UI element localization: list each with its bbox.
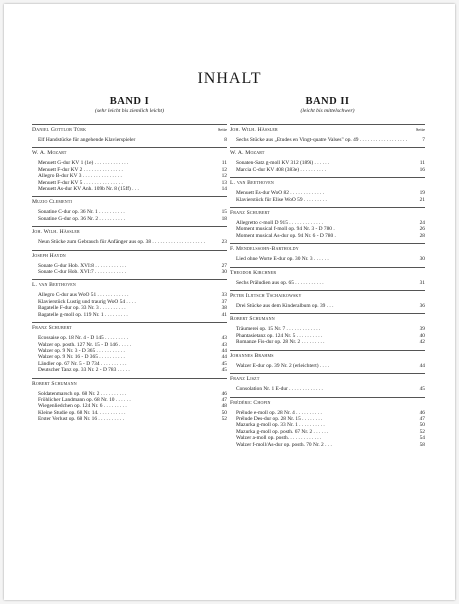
- entry-title: Sonate C-dur Hob. XVI:7 . . . . . . . . . . . .: [38, 269, 127, 276]
- toc-section: [230, 243, 425, 262]
- entry-title: Klavierstück für Elise WoO 59 . . . . . . . . .: [236, 196, 327, 203]
- entry-title: Erster Verlust op. 68 Nr. 16 . . . . . . . . . .: [38, 416, 124, 423]
- toc-entry: [38, 216, 227, 222]
- toc-entry: [236, 256, 425, 262]
- toc-entry: [236, 363, 425, 369]
- toc-entry: [38, 137, 227, 143]
- toc-entry: [236, 339, 425, 345]
- entry-title: Klavierstück Lustig und traurig WoO 54 . . . .: [38, 298, 136, 305]
- band-1-sections: [32, 124, 227, 423]
- entry-title: Sonaten-Satz g-moll KV 312 (189i) . . . . . .: [236, 160, 330, 167]
- composer-name: Peter Iljitsch Tschaikowsky: [230, 293, 302, 300]
- section-header: [230, 316, 425, 326]
- toc-entry: [236, 197, 425, 203]
- entry-title: Sonatine C-dur op. 36 Nr. 1 . . . . . . . . . .: [38, 209, 125, 216]
- band-2-subtitle: (leicht bis mittelschwer): [300, 108, 355, 114]
- entry-page-number: 12: [221, 166, 227, 173]
- entry-page-number: 52: [419, 428, 425, 435]
- entry-title: Neun Stücke zum Gebrauch für Anfänger aus op. 38 . . . . . . . . . . . . . . . . . . . .: [38, 239, 205, 246]
- section-header: [32, 325, 227, 335]
- entry-page-number: 43: [221, 335, 227, 342]
- entry-page-number: 43: [221, 341, 227, 348]
- entry-page-number: 31: [419, 279, 425, 286]
- band-1-heading: BAND I: [109, 96, 150, 107]
- entry-page-number: 44: [419, 362, 425, 369]
- composer-name: Daniel Gottlob Türk: [32, 127, 87, 133]
- entry-page-number: 16: [419, 166, 425, 173]
- entry-title: Menuett G-dur KV 1 (1e) . . . . . . . . . . . . .: [38, 160, 129, 167]
- page-column-label: Seite: [217, 127, 227, 132]
- section-header: [32, 253, 227, 263]
- entry-title: Mazurka g-moll op. posth. 67 Nr. 2 . . . . . .: [236, 428, 329, 435]
- entry-title: Elf Handstücke für angehende Klavierspieler: [38, 137, 136, 143]
- entry-title: Consolation Nr. 1 E-dur . . . . . . . . . . . . .: [236, 386, 323, 393]
- toc-section: [230, 290, 425, 309]
- composer-name: W. A. Mozart: [32, 150, 67, 157]
- toc-entry: [38, 239, 227, 245]
- composer-name: Theodor Kirchner: [230, 269, 277, 276]
- toc-entry: [236, 167, 425, 173]
- entry-page-number: 48: [221, 403, 227, 410]
- entry-title: Soldatenmarsch op. 68 Nr. 2 . . . . . . . . . .: [38, 390, 127, 397]
- section-header: [32, 229, 227, 239]
- composer-name: Joh. Wilh. Hässler: [32, 229, 80, 236]
- entry-page-number: 47: [221, 396, 227, 403]
- toc-section: [230, 177, 425, 203]
- composer-name: Robert Schumann: [230, 316, 275, 323]
- entry-page-number: 36: [419, 303, 425, 310]
- entry-page-number: 45: [221, 360, 227, 367]
- toc-section: [32, 279, 227, 318]
- entry-page-number: 18: [221, 215, 227, 222]
- section-header: [32, 150, 227, 160]
- entry-page-number: 40: [419, 332, 425, 339]
- entry-page-number: 47: [419, 415, 425, 422]
- entry-title: Menuett As-dur KV Anh. 109b Nr. 8 (15ff) . . .: [38, 186, 139, 193]
- entry-title: Menuett F-dur KV 2 . . . . . . . . . . . . . . .: [38, 166, 123, 173]
- toc-section: [230, 373, 425, 392]
- toc-entry: [38, 312, 227, 318]
- toc-entry: [236, 442, 425, 448]
- entry-page-number: 13: [221, 179, 227, 186]
- entry-title: Allegretto c-moll D 915 . . . . . . . . . . . . .: [236, 220, 323, 227]
- section-header: [230, 353, 425, 363]
- section-header: [230, 180, 425, 190]
- toc-section: [32, 378, 227, 423]
- composer-name: Franz Schubert: [230, 210, 270, 217]
- toc-section: [230, 267, 425, 286]
- entry-title: Ecossaise op. 18 Nr. 4 - D 145 . . . . . . . . .: [38, 335, 128, 342]
- section-header: [230, 246, 425, 256]
- entry-title: Mazurka g-moll op. 33 Nr. 1 . . . . . . . . . .: [236, 422, 325, 429]
- entry-page-number: 37: [221, 298, 227, 305]
- entry-page-number: 50: [221, 409, 227, 416]
- toc-entry: [38, 186, 227, 192]
- entry-page-number: 21: [419, 196, 425, 203]
- toc-entry: [236, 233, 425, 239]
- section-header: [230, 210, 425, 220]
- entry-title: Menuett Es-dur WoO 82 . . . . . . . . . . . . .: [236, 190, 324, 197]
- entry-page-number: 33: [221, 292, 227, 299]
- toc-section: [32, 147, 227, 192]
- toc-section: [230, 147, 425, 173]
- entry-title: Sonatine G-dur op. 36 Nr. 2 . . . . . . . . . .: [38, 215, 125, 222]
- entry-title: Romanze Fis-dur op. 28 Nr. 2 . . . . . . . . .: [236, 339, 325, 346]
- entry-page-number: 58: [419, 441, 425, 448]
- entry-page-number: 23: [221, 239, 227, 246]
- entry-title: Walzer op. 9 Nr. 16 - D 365 . . . . . . . . . .: [38, 354, 125, 361]
- entry-title: Sonate G-dur Hob. XVI:8 . . . . . . . . . . . .: [38, 262, 127, 269]
- entry-title: Prélude e-moll op. 28 Nr. 4 . . . . . . . . . .: [236, 409, 322, 416]
- entry-title: Sechs Stücke aus „Etudes en Vingt-quatre Valses" op. 49 . . . . . . . . . . . . . . . . . .: [236, 137, 408, 143]
- toc-section: [32, 124, 227, 143]
- entry-title: Marcia C-dur KV 408 (383e) . . . . . . . . . .: [236, 166, 327, 173]
- toc-entry: [38, 269, 227, 275]
- band-1-subtitle: (sehr leicht bis ziemlich leicht): [95, 108, 164, 114]
- entry-page-number: 28: [419, 232, 425, 239]
- entry-title: Sechs Präludien aus op. 65 . . . . . . . . . . .: [236, 279, 324, 286]
- composer-name: Frédéric Chopin: [230, 399, 271, 406]
- section-header: [32, 199, 227, 209]
- entry-page-number: 19: [419, 190, 425, 197]
- toc-entry: [236, 137, 425, 143]
- entry-title: Walzer a-moll op. posth. . . . . . . . . . . . .: [236, 435, 322, 442]
- composer-name: L. van Beethoven: [32, 282, 77, 289]
- entry-page-number: 15: [221, 209, 227, 216]
- section-header: [32, 127, 227, 137]
- toc-entry: [236, 386, 425, 392]
- entry-page-number: 46: [419, 409, 425, 416]
- entry-title: Deutscher Tanz op. 33 Nr. 2 - D 783 . . . . .: [38, 367, 130, 374]
- composer-name: Muzio Clementi: [32, 199, 73, 206]
- entry-page-number: 42: [419, 339, 425, 346]
- entry-page-number: 12: [221, 173, 227, 180]
- entry-page-number: 38: [221, 305, 227, 312]
- toc-section: [230, 313, 425, 345]
- entry-title: Walzer E-dur op. 39 Nr. 2 (erleichtert) . . . .: [236, 362, 330, 369]
- section-header: [230, 127, 425, 137]
- toc-entry: [38, 367, 227, 373]
- composer-name: Joh. Wilh. Hässler: [230, 127, 278, 133]
- entry-page-number: 7: [422, 137, 425, 143]
- section-header: [230, 150, 425, 160]
- entry-page-number: 52: [221, 416, 227, 423]
- entry-title: Lied ohne Worte E-dur op. 30 Nr. 3 . . . . . .: [236, 256, 329, 263]
- entry-page-number: 45: [221, 367, 227, 374]
- entry-page-number: 50: [419, 422, 425, 429]
- band-2-sections: [230, 124, 425, 448]
- entry-page-number: 11: [221, 160, 227, 167]
- band-2-column: [230, 96, 425, 452]
- toc-section: [32, 322, 227, 373]
- entry-title: Walzer op. 9 Nr. 3 - D 365 . . . . . . . . . . .: [38, 347, 125, 354]
- section-header: [230, 400, 425, 410]
- composer-name: W. A. Mozart: [230, 150, 265, 157]
- entry-title: Prélude Des-dur op. 28 Nr. 15 . . . . . . . .: [236, 415, 323, 422]
- band-2-heading: BAND II: [305, 96, 350, 107]
- page-column-label: Seite: [415, 127, 425, 132]
- toc-entry: [38, 416, 227, 422]
- entry-title: Walzer op. posth. 127 Nr. 15 - D 146 . . . . .: [38, 341, 132, 348]
- entry-page-number: 46: [221, 390, 227, 397]
- document-page: [4, 4, 455, 600]
- section-header: [230, 293, 425, 303]
- toc-entry: [236, 303, 425, 309]
- entry-page-number: 30: [221, 269, 227, 276]
- section-header: [32, 381, 227, 391]
- entry-page-number: 24: [419, 220, 425, 227]
- section-header: [230, 270, 425, 280]
- entry-title: Träumerei op. 15 Nr. 7 . . . . . . . . . . . . .: [236, 326, 321, 333]
- toc-section: [32, 196, 227, 222]
- composer-name: Robert Schumann: [32, 380, 77, 387]
- entry-title: Menuett F-dur KV 5 . . . . . . . . . . . . . . .: [38, 179, 123, 186]
- entry-page-number: 27: [221, 262, 227, 269]
- entry-title: Phantasietanz op. 124 Nr. 5 . . . . . . . . . .: [236, 332, 323, 339]
- toc-section: [32, 250, 227, 276]
- entry-title: Walzer f-moll/As-dur op. posth. 70 Nr. 2 . . .: [236, 441, 332, 448]
- entry-page-number: 11: [419, 160, 425, 167]
- entry-page-number: 14: [221, 186, 227, 193]
- composer-name: F. Mendelssohn-Bartholdy: [230, 246, 299, 253]
- entry-page-number: 39: [419, 326, 425, 333]
- entry-title: Kleine Studie op. 68 Nr. 14. . . . . . . . . . .: [38, 409, 126, 416]
- toc-section: [230, 350, 425, 369]
- entry-title: Drei Stücke aus dem Kinderalbum op. 39 . . .: [236, 303, 334, 310]
- entry-title: Allegro B-dur KV 3 . . . . . . . . . . . . . . .: [38, 173, 122, 180]
- entry-title: Bagatelle g-moll op. 119 Nr. 1 . . . . . . . . .: [38, 311, 128, 318]
- entry-page-number: 54: [419, 435, 425, 442]
- composer-name: Franz Schubert: [32, 325, 72, 332]
- entry-page-number: 44: [221, 347, 227, 354]
- entry-title: Fröhlicher Landmann op. 68 Nr. 10 . . . . . .: [38, 396, 131, 403]
- entry-page-number: 45: [419, 386, 425, 393]
- toc-section: [230, 397, 425, 448]
- entry-page-number: 44: [221, 354, 227, 361]
- entry-title: Moment musical f-moll op. 94 Nr. 3 - D 780 .: [236, 226, 335, 233]
- composer-name: L. van Beethoven: [230, 180, 275, 187]
- entry-title: Allegro C-dur aus WoO 51 . . . . . . . . . . . .: [38, 292, 129, 299]
- section-header: [230, 376, 425, 386]
- toc-entry: [236, 280, 425, 286]
- toc-section: [32, 226, 227, 245]
- entry-page-number: 8: [224, 137, 227, 143]
- toc-section: [230, 207, 425, 239]
- composer-name: Joseph Haydn: [32, 252, 66, 259]
- entry-page-number: 30: [419, 256, 425, 263]
- page-title: INHALT: [197, 70, 262, 87]
- entry-title: Bagatelle F-dur op. 33 Nr. 3 . . . . . . . . . .: [38, 305, 126, 312]
- entry-page-number: 41: [221, 311, 227, 318]
- entry-title: Moment musical As-dur op. 94 Nr. 6 - D 780 .: [236, 232, 336, 239]
- entry-title: Ländler op. 67 Nr. 5 - D 734 . . . . . . . . . .: [38, 360, 127, 367]
- composer-name: Franz Liszt: [230, 376, 260, 383]
- toc-section: [230, 124, 425, 143]
- section-header: [32, 282, 227, 292]
- composer-name: Johannes Brahms: [230, 352, 274, 359]
- entry-title: Wiegenliedchen op. 124 Nr. 6 . . . . . . . . .: [38, 403, 127, 410]
- band-1-column: [32, 96, 227, 427]
- entry-page-number: 26: [419, 226, 425, 233]
